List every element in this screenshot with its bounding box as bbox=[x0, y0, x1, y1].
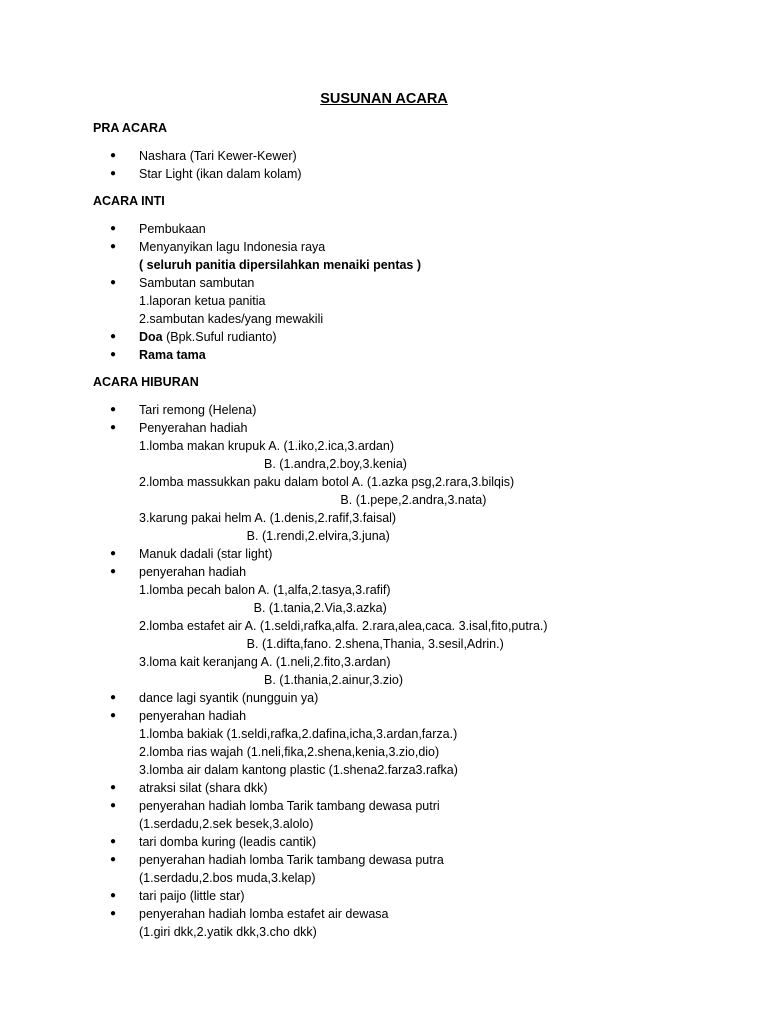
bullet-icon: ● bbox=[110, 890, 117, 901]
section-heading-acara-inti: ACARA INTI bbox=[93, 194, 165, 208]
bullet-icon: ● bbox=[110, 223, 117, 234]
list-item-text: Pembukaan bbox=[139, 222, 206, 236]
list-item-text: penyerahan hadiah lomba Tarik tambang dewasa putra bbox=[139, 853, 444, 867]
bullet-icon: ● bbox=[110, 168, 117, 179]
bullet-icon: ● bbox=[110, 854, 117, 865]
bullet-icon: ● bbox=[110, 566, 117, 577]
list-item-text: Star Light (ikan dalam kolam) bbox=[139, 167, 302, 181]
list-item-text: Penyerahan hadiah bbox=[139, 421, 248, 435]
bullet-icon: ● bbox=[110, 710, 117, 721]
list-item-text: (1.serdadu,2.sek besek,3.alolo) bbox=[139, 817, 314, 831]
list-item-text: 3.lomba air dalam kantong plastic (1.shena2.farza3.rafka) bbox=[139, 763, 458, 777]
list-item-text bbox=[139, 328, 277, 346]
list-item-text: B. (1.difta,fano. 2.shena,Thania, 3.sesil,Adrin.) bbox=[139, 637, 504, 651]
bullet-icon: ● bbox=[110, 331, 117, 342]
list-item-text: Manuk dadali (star light) bbox=[139, 547, 273, 561]
list-item-text: Nashara (Tari Kewer-Kewer) bbox=[139, 149, 297, 163]
list-item-text: Tari remong (Helena) bbox=[139, 403, 257, 417]
bullet-icon: ● bbox=[110, 836, 117, 847]
bullet-icon: ● bbox=[110, 422, 117, 433]
bullet-icon: ● bbox=[110, 782, 117, 793]
list-item-text: 2.lomba rias wajah (1.neli,fika,2.shena,kenia,3.zio,dio) bbox=[139, 745, 440, 759]
list-item-text: penyerahan hadiah bbox=[139, 565, 247, 579]
list-item-text: atraksi silat (shara dkk) bbox=[139, 781, 268, 795]
bullet-icon: ● bbox=[110, 349, 117, 360]
bullet-icon: ● bbox=[110, 800, 117, 811]
list-item-text: 1.laporan ketua panitia bbox=[139, 294, 266, 308]
list-item-text: 2.sambutan kades/yang mewakili bbox=[139, 312, 324, 326]
list-item-text: penyerahan hadiah lomba estafet air dewasa bbox=[139, 907, 389, 921]
section-heading-acara-hiburan: ACARA HIBURAN bbox=[93, 375, 199, 389]
list-item-text: 2.lomba estafet air A. (1.seldi,rafka,alfa. 2.rara,alea,caca. 3.isal,fito,putra.) bbox=[139, 619, 548, 633]
list-item-text: tari domba kuring (leadis cantik) bbox=[139, 835, 317, 849]
list-item-text: (1.giri dkk,2.yatik dkk,3.cho dkk) bbox=[139, 925, 317, 939]
list-item-text: 1.lomba pecah balon A. (1,alfa,2.tasya,3.rafif) bbox=[139, 583, 391, 597]
list-item-text: dance lagi syantik (nungguin ya) bbox=[139, 691, 319, 705]
list-item-text: 1.lomba makan krupuk A. (1.iko,2.ica,3.ardan) bbox=[139, 439, 394, 453]
list-item-text: Sambutan sambutan bbox=[139, 276, 255, 290]
bullet-icon: ● bbox=[110, 241, 117, 252]
bullet-icon: ● bbox=[110, 908, 117, 919]
list-item-text: (1.serdadu,2.bos muda,3.kelap) bbox=[139, 871, 316, 885]
list-item-text: 3.karung pakai helm A. (1.denis,2.rafif,3.faisal) bbox=[139, 511, 397, 525]
list-item-text: penyerahan hadiah lomba Tarik tambang dewasa putri bbox=[139, 799, 440, 813]
list-item-text: 1.lomba bakiak (1.seldi,rafka,2.dafina,icha,3.ardan,farza.) bbox=[139, 727, 458, 741]
document-title: SUSUNAN ACARA bbox=[320, 91, 448, 107]
bullet-icon: ● bbox=[110, 277, 117, 288]
list-item-text: B. (1.thania,2.ainur,3.zio) bbox=[139, 673, 403, 687]
list-item-text: tari paijo (little star) bbox=[139, 889, 245, 903]
list-item-bold-text: Doa bbox=[139, 330, 163, 344]
section-heading-pra-acara: PRA ACARA bbox=[93, 121, 168, 135]
list-item-text: Menyanyikan lagu Indonesia raya bbox=[139, 240, 326, 254]
bullet-icon: ● bbox=[110, 150, 117, 161]
list-item-text: penyerahan hadiah bbox=[139, 709, 247, 723]
bullet-icon: ● bbox=[110, 548, 117, 559]
list-item-text: B. (1.pepe,2.andra,3.nata) bbox=[139, 493, 487, 507]
list-item-rest-text: (Bpk.Suful rudianto) bbox=[162, 330, 277, 344]
list-item-text: 2.lomba massukkan paku dalam botol A. (1.azka psg,2.rara,3.bilqis) bbox=[139, 475, 515, 489]
list-item-text: B. (1.andra,2.boy,3.kenia) bbox=[139, 457, 407, 471]
list-item-text: B. (1.tania,2.Via,3.azka) bbox=[139, 601, 387, 615]
list-item-text: B. (1.rendi,2.elvira,3.juna) bbox=[139, 529, 390, 543]
bullet-icon: ● bbox=[110, 692, 117, 703]
list-item-text: Rama tama bbox=[139, 348, 206, 362]
bullet-icon: ● bbox=[110, 404, 117, 415]
list-item-text: 3.loma kait keranjang A. (1.neli,2.fito,3.ardan) bbox=[139, 655, 391, 669]
list-item-text: ( seluruh panitia dipersilahkan menaiki pentas ) bbox=[139, 258, 422, 272]
